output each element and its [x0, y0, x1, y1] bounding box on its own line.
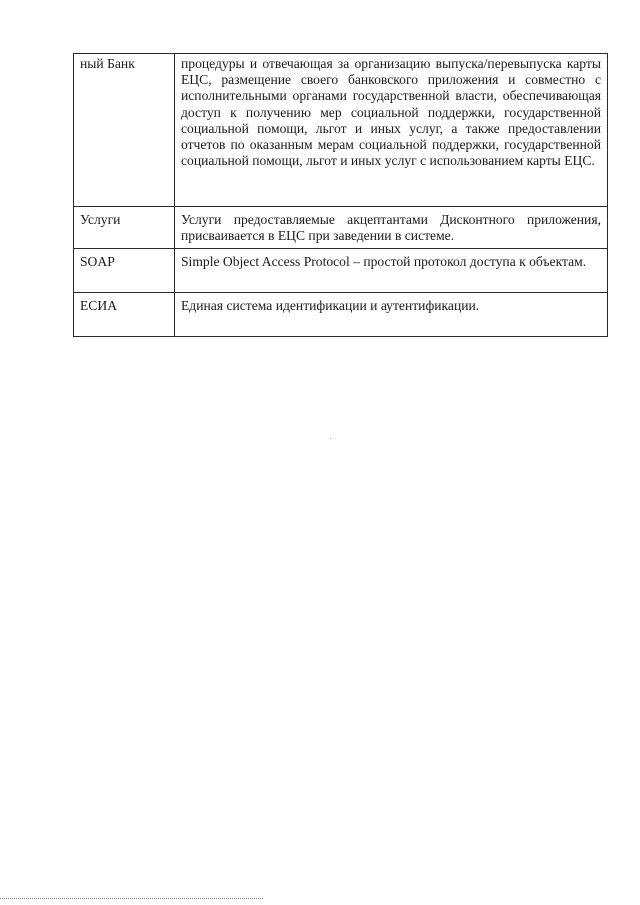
term-cell: ЕСИА: [74, 293, 175, 337]
term-cell: SOAP: [74, 249, 175, 293]
definition-cell: [175, 54, 608, 207]
table-row: [74, 249, 608, 293]
term-cell: Услуги: [74, 207, 175, 249]
definition-text: процедуры и отвечающая за организацию выпуска/перевыпуска карты ЕЦС, размещение своего банковского приложения и совместно с исполнительными органами государственной власти, обеспечивающая доступ к получению мер социальной поддержки, государственной социальной помощи, льгот и иных услуг, а также предоставлении отчетов по оказанным мерам социальной поддержки, государственной социальной помощи, льгот и иных услуг с использованием карты ЕЦС.: [181, 56, 601, 169]
definition-text: Услуги предоставляемые акцептантами Дисконтного приложения, присваивается в ЕЦС при заведении в системе.: [181, 212, 601, 244]
scan-speck: [330, 438, 331, 439]
definition-cell: [175, 249, 608, 293]
table-row: [74, 207, 608, 249]
term-cell: ный Банк: [74, 54, 175, 207]
definition-cell: [175, 207, 608, 249]
definition-text: Единая система идентификации и аутентификации.: [181, 298, 480, 314]
definition-text: Simple Object Access Protocol – простой протокол доступа к объектам.: [181, 254, 587, 270]
table-row: [74, 54, 608, 207]
definition-cell: [175, 293, 608, 337]
table-row: [74, 293, 608, 337]
footer-divider: [0, 898, 263, 899]
glossary-table: [73, 53, 608, 337]
